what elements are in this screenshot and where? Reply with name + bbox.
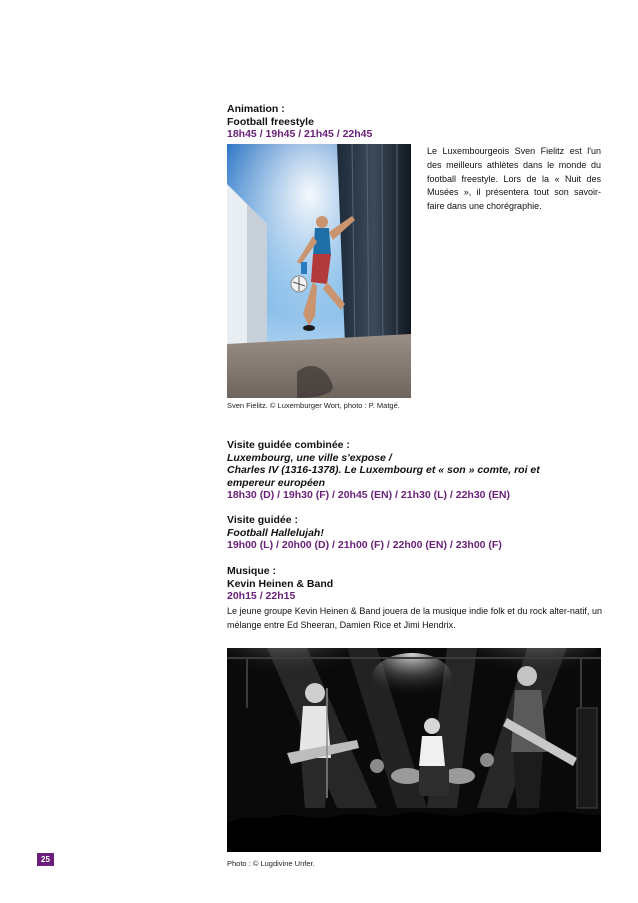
section3-heading bbox=[227, 514, 324, 539]
section4-heading bbox=[227, 565, 333, 590]
section4-times: 20h15 / 22h15 bbox=[227, 590, 296, 602]
section4-description: Le jeune groupe Kevin Heinen & Band jouera de la musique indie folk et du rock alter-natif, un mélange entre Ed Sheeran, Damien Rice et Jimi Hendrix. bbox=[227, 606, 602, 630]
section4-line1: Musique : bbox=[227, 565, 276, 577]
section3-line2: Football Hallelujah! bbox=[227, 526, 324, 539]
band-photo-image bbox=[227, 648, 601, 852]
section2-line4: empereur européen bbox=[227, 476, 326, 489]
section2-heading bbox=[227, 439, 540, 489]
section3-times: 19h00 (L) / 20h00 (D) / 21h00 (F) / 22h00 (EN) / 23h00 (F) bbox=[227, 539, 502, 551]
page-number: 25 bbox=[37, 853, 54, 866]
section4-line2: Kevin Heinen & Band bbox=[227, 577, 334, 590]
section3-line1: Visite guidée : bbox=[227, 514, 298, 526]
band-photo bbox=[227, 648, 601, 852]
section1-line1: Animation : bbox=[227, 103, 285, 115]
section2-line2: Luxembourg, une ville s'expose / bbox=[227, 451, 392, 464]
section4-caption: Photo : © Lugdivine Unfer. bbox=[227, 859, 315, 868]
freestyle-photo bbox=[227, 144, 411, 398]
section1-heading bbox=[227, 103, 314, 128]
section1-line2: Football freestyle bbox=[227, 115, 314, 128]
section1-description: Le Luxembourgeois Sven Fielitz est l'un des meilleurs athlètes dans le monde du football freestyle. Lors de la « Nuit des Musées », il présentera tout son savoir-faire dans une chorégraphie. bbox=[427, 146, 601, 212]
section1-caption: Sven Fielitz. © Luxemburger Wort, photo : P. Matgé. bbox=[227, 401, 400, 410]
freestyle-photo-image bbox=[227, 144, 411, 398]
section1-times: 18h45 / 19h45 / 21h45 / 22h45 bbox=[227, 128, 373, 140]
section2-line3: Charles IV (1316-1378). Le Luxembourg et « son » comte, roi et bbox=[227, 464, 540, 476]
section2-line1: Visite guidée combinée : bbox=[227, 439, 350, 451]
section2-times: 18h30 (D) / 19h30 (F) / 20h45 (EN) / 21h30 (L) / 22h30 (EN) bbox=[227, 489, 511, 501]
